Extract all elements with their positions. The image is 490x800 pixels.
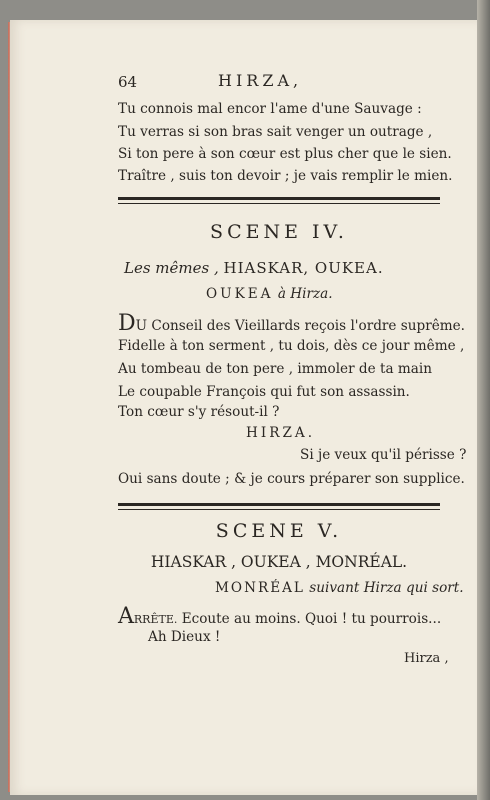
speech-first-line bbox=[118, 313, 465, 335]
page-number: 64 bbox=[118, 73, 138, 91]
running-title: HIRZA, bbox=[218, 71, 303, 90]
verse-line: Fidelle à ton serment , tu dois, dès ce jour même , bbox=[118, 338, 465, 354]
speaker-line bbox=[215, 580, 464, 596]
verse-line: Ton cœur s'y résout-il ? bbox=[118, 404, 280, 420]
cast-names: HIASKAR, OUKEA. bbox=[223, 259, 384, 277]
speech-first-line bbox=[118, 606, 441, 628]
verse-line: Traître , suis ton devoir ; je vais remplir le mien. bbox=[118, 168, 453, 184]
drop-initial: A bbox=[118, 604, 134, 629]
scene-title: SCENE IV. bbox=[210, 221, 348, 243]
speaker-name: HIRZA. bbox=[246, 425, 316, 441]
verse-line: Ah Dieux ! bbox=[148, 629, 221, 645]
stage-direction: à Hirza. bbox=[277, 286, 333, 302]
speech-text: Ecoute au moins. Quoi ! tu pourrois... bbox=[181, 611, 442, 627]
speech-caps: RRÊTE. bbox=[133, 613, 178, 626]
catchword: Hirza , bbox=[404, 651, 449, 666]
drop-initial: D bbox=[118, 311, 136, 336]
cast-italic: Les mêmes , bbox=[124, 259, 219, 277]
verse-line: Oui sans doute ; & je cours préparer son supplice. bbox=[118, 471, 465, 487]
divider-thin bbox=[118, 203, 440, 204]
speaker-name: OUKEA bbox=[206, 286, 274, 302]
page-gutter bbox=[477, 0, 490, 800]
speech-text: U Conseil des Vieillards reçois l'ordre suprême. bbox=[135, 318, 466, 334]
verse-line: Le coupable François qui fut son assassin. bbox=[118, 384, 410, 400]
verse-line: Tu verras si son bras sait venger un outrage , bbox=[118, 124, 433, 140]
scene-title: SCENE V. bbox=[215, 520, 343, 542]
speaker-line bbox=[206, 286, 333, 302]
scene-cast bbox=[124, 259, 384, 277]
verse-line: Au tombeau de ton pere , immoler de ta main bbox=[118, 361, 432, 377]
divider-thick bbox=[118, 503, 440, 506]
divider-thin bbox=[118, 509, 440, 510]
stage-direction: suivant Hirza qui sort. bbox=[309, 580, 464, 596]
scene-cast: HIASKAR , OUKEA , MONRÉAL. bbox=[150, 553, 408, 571]
verse-line: Tu connois mal encor l'ame d'une Sauvage : bbox=[118, 101, 422, 117]
speaker-name: MONRÉAL bbox=[215, 580, 305, 596]
verse-line: Si je veux qu'il périsse ? bbox=[300, 447, 467, 463]
verse-line: Si ton pere à son cœur est plus cher que le sien. bbox=[118, 146, 452, 162]
divider-thick bbox=[118, 197, 440, 200]
